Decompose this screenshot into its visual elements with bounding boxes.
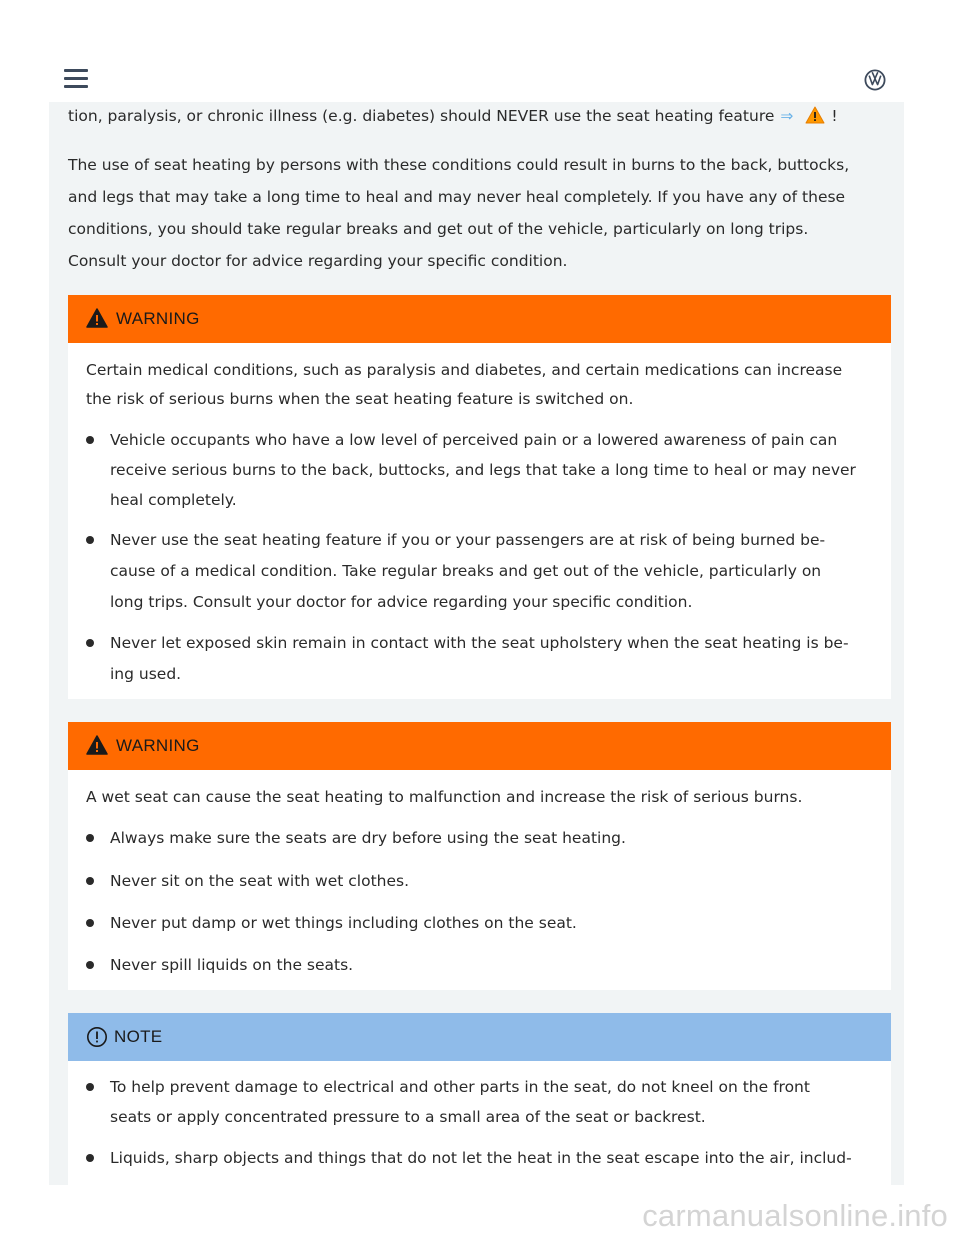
- list-item: Never let exposed skin remain in contact with the seat upholstery when the seat heating is be-: [110, 634, 849, 652]
- warning-title: WARNING: [116, 736, 200, 755]
- list-item: seats or apply concentrated pressure to a small area of the seat or backrest.: [110, 1108, 706, 1126]
- bullet-dot: [86, 639, 94, 647]
- hamburger-menu-icon[interactable]: [64, 69, 88, 89]
- bullet-dot: [86, 834, 94, 842]
- list-item: Liquids, sharp objects and things that do not let the heat in the seat escape into the air, includ-: [110, 1149, 852, 1167]
- note-header: [68, 1013, 891, 1061]
- bullet-dot: [86, 536, 94, 544]
- bullet-dot: [86, 1083, 94, 1091]
- warning-icon: [86, 308, 108, 328]
- cross-reference-arrow[interactable]: ⇒: [780, 107, 794, 125]
- list-item: Never sit on the seat with wet clothes.: [110, 872, 410, 890]
- list-item: Vehicle occupants who have a low level of perceived pain or a lowered awareness of pain can: [110, 431, 838, 449]
- info-circle-icon: [86, 1026, 108, 1048]
- warning-box-wet-seat: WARNING A wet seat can cause the seat heating to malfunction and increase the risk of serious burns. Always make sure the seats are dry before using the seat heating. Never sit on the seat with wet clothes. Never put damp or wet things including clothes on the seat. Never spill liquids on the seats.: [68, 722, 891, 990]
- bullet-dot: [86, 1154, 94, 1162]
- list-item: heal completely.: [110, 491, 237, 509]
- note-box: [68, 1013, 891, 1185]
- warning-triangle-icon[interactable]: [805, 106, 825, 124]
- list-item: receive serious burns to the back, buttocks, and legs that take a long time to heal or may never: [110, 461, 856, 479]
- vw-logo-icon[interactable]: [864, 69, 886, 91]
- watermark: carmanualsonline.info: [642, 1198, 948, 1233]
- manual-content: [49, 102, 904, 1185]
- intro-line: tion, paralysis, or chronic illness (e.g. diabetes) should NEVER use the seat heating feature ⇒ !: [68, 107, 838, 125]
- bullet-dot: [86, 436, 94, 444]
- warning-title: WARNING: [116, 309, 200, 328]
- intro-paragraph: The use of seat heating by persons with these conditions could result in burns to the back, buttocks, and legs that may take a long time to heal and may never heal completely. If you have any of these conditions, you should take regular breaks and get out of the vehicle, particularly on long trips. Consult your doctor for advice regarding your specific condition.: [68, 156, 850, 270]
- list-item: To help prevent damage to electrical and other parts in the seat, do not kneel on the front: [110, 1078, 810, 1096]
- list-item: Never spill liquids on the seats.: [110, 956, 354, 974]
- warning-box-medical: WARNING Certain medical conditions, such as paralysis and diabetes, and certain medications can increase the risk of serious burns when the seat heating feature is switched on. Vehicle occupants who have a low level of perceived pain or a lowered awareness of pain can receive serious burns to the back, buttocks, and legs that take a long time to heal or may never heal completely. Never use the seat heating feature if you or your passengers are at risk of being burned be- cause of a medical condition. Take regular breaks and get out of the vehicle, particularly on long trips. Consult your doctor for advice regarding your specific condition. Never let exposed skin remain in contact with the seat upholstery when the seat heating is be- ing used.: [68, 295, 891, 699]
- bullet-dot: [86, 919, 94, 927]
- list-item: Never put damp or wet things including clothes on the seat.: [110, 914, 577, 932]
- top-bar: [0, 0, 960, 102]
- bullet-dot: [86, 877, 94, 885]
- list-item: ing used.: [110, 665, 182, 683]
- list-item: Always make sure the seats are dry before using the seat heating.: [110, 829, 626, 847]
- list-item: long trips. Consult your doctor for advice regarding your specific condition.: [110, 593, 693, 611]
- list-item: cause of a medical condition. Take regular breaks and get out of the vehicle, particularly on: [110, 562, 822, 580]
- note-title: NOTE: [114, 1027, 163, 1046]
- warning-icon: [86, 735, 108, 755]
- bullet-dot: [86, 961, 94, 969]
- warning-header: [68, 722, 891, 770]
- list-item: Never use the seat heating feature if you or your passengers are at risk of being burned be-: [110, 531, 826, 549]
- warning-header: [68, 295, 891, 343]
